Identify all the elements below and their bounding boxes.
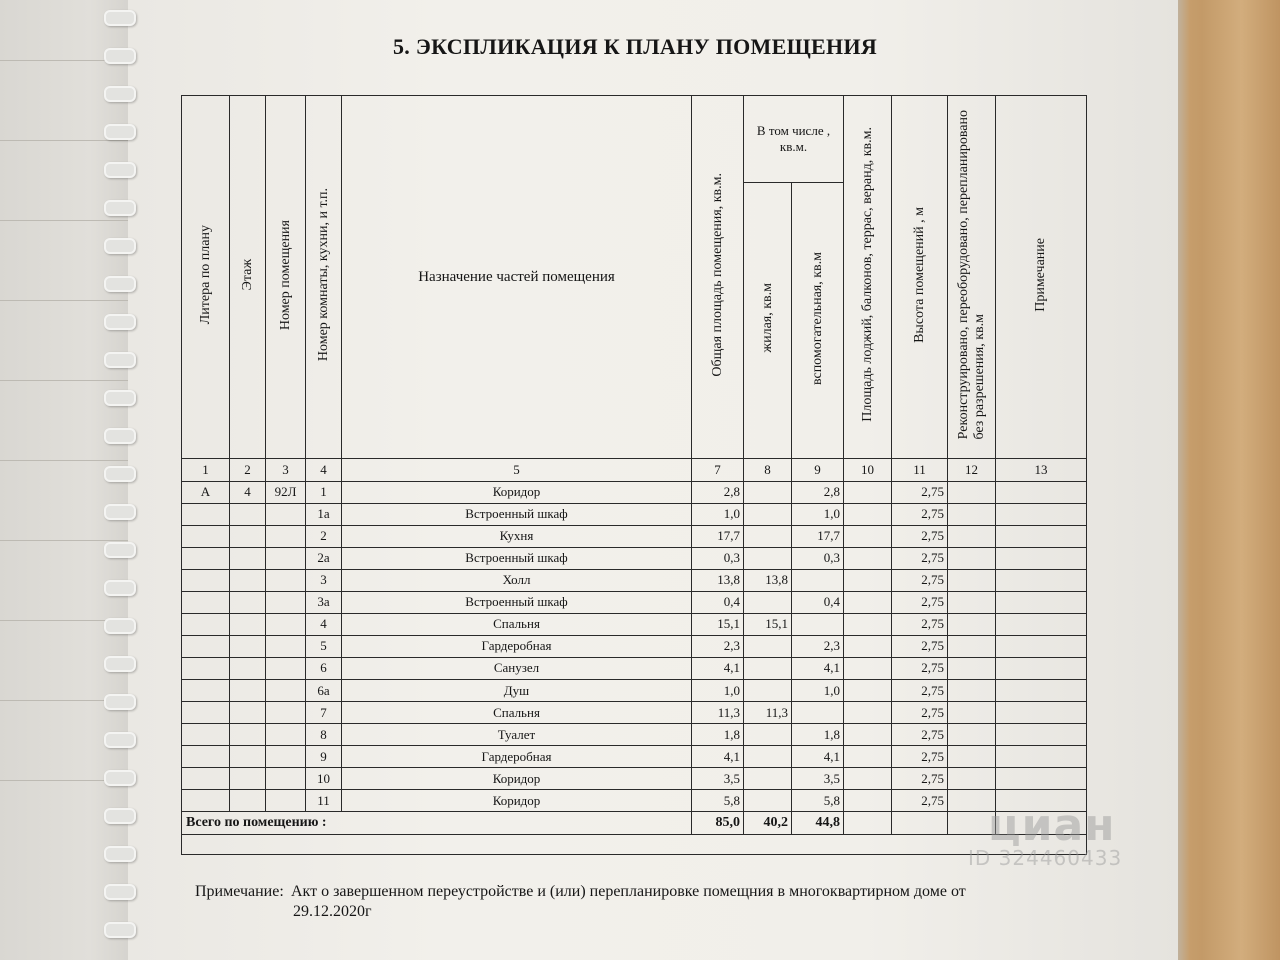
- aux-area: 2,3: [792, 635, 844, 657]
- room-purpose: Спальня: [342, 613, 692, 635]
- header-cell-including: В том числе , кв.м.: [744, 96, 844, 183]
- aux-area: 3,5: [792, 768, 844, 790]
- column-number: 4: [306, 459, 342, 481]
- column-number: 2: [230, 459, 266, 481]
- room-number: 2: [306, 525, 342, 547]
- room-purpose: Встроенный шкаф: [342, 503, 692, 525]
- table-row: [182, 481, 1087, 503]
- aux-area: [792, 613, 844, 635]
- table-row: [182, 547, 1087, 569]
- reconstructed-area: [948, 481, 996, 503]
- total-area: 3,5: [692, 768, 744, 790]
- column-number: 13: [996, 459, 1087, 481]
- living-area: [744, 547, 792, 569]
- totals-label: Всего по помещению :: [182, 812, 692, 834]
- aux-area: 0,3: [792, 547, 844, 569]
- room-purpose: Коридор: [342, 790, 692, 812]
- header-cell: Назначение частей помещения: [342, 96, 692, 459]
- header-cell: Высота помещений , м: [892, 96, 948, 459]
- living-area: 11,3: [744, 702, 792, 724]
- table-row: [182, 746, 1087, 768]
- document-title: 5. ЭКСПЛИКАЦИЯ К ПЛАНУ ПОМЕЩЕНИЯ: [392, 34, 878, 59]
- room-number: 2а: [306, 547, 342, 569]
- living-area: 15,1: [744, 613, 792, 635]
- room-purpose: Туалет: [342, 724, 692, 746]
- header-cell: Номер помещения: [266, 96, 306, 459]
- room-purpose: Холл: [342, 569, 692, 591]
- totals-aux-area: 44,8: [792, 812, 844, 834]
- column-number: 7: [692, 459, 744, 481]
- column-number: 8: [744, 459, 792, 481]
- living-area: [744, 657, 792, 679]
- column-number: 5: [342, 459, 692, 481]
- table-row: [182, 569, 1087, 591]
- total-area: 0,3: [692, 547, 744, 569]
- floor-cell: 4: [230, 481, 266, 503]
- total-area: 11,3: [692, 702, 744, 724]
- living-area: [744, 503, 792, 525]
- total-area: 13,8: [692, 569, 744, 591]
- column-number: 12: [948, 459, 996, 481]
- total-area: 5,8: [692, 790, 744, 812]
- room-height: 2,75: [892, 481, 948, 503]
- room-height: 2,75: [892, 790, 948, 812]
- room-number: 5: [306, 635, 342, 657]
- table-row: [182, 503, 1087, 525]
- total-area: 1,8: [692, 724, 744, 746]
- header-cell: Литера по плану: [182, 96, 230, 459]
- table-row: [182, 525, 1087, 547]
- litera-cell: А: [182, 481, 230, 503]
- totals-living-area: 40,2: [744, 812, 792, 834]
- room-number: 3: [306, 569, 342, 591]
- room-height: 2,75: [892, 503, 948, 525]
- table-row: [182, 768, 1087, 790]
- room-height: 2,75: [892, 702, 948, 724]
- room-height: 2,75: [892, 591, 948, 613]
- footnote-label: Примечание:: [195, 883, 284, 900]
- footnote-date: 29.12.2020г: [293, 903, 372, 920]
- aux-area: [792, 702, 844, 724]
- remark: [996, 481, 1087, 503]
- room-number: 10: [306, 768, 342, 790]
- room-number: 8: [306, 724, 342, 746]
- total-area: 1,0: [692, 679, 744, 701]
- room-height: 2,75: [892, 768, 948, 790]
- room-height: 2,75: [892, 657, 948, 679]
- header-cell: Площадь лоджий, балконов, террас, веранд, кв.м.: [844, 96, 892, 459]
- header-cell: вспомогательная, кв.м: [792, 183, 844, 459]
- total-area: 17,7: [692, 525, 744, 547]
- living-area: [744, 481, 792, 503]
- header-cell: Общая площадь помещения, кв.м.: [692, 96, 744, 459]
- room-number: 6а: [306, 679, 342, 701]
- header-cell: Этаж: [230, 96, 266, 459]
- cian-watermark: [950, 800, 1150, 870]
- room-height: 2,75: [892, 613, 948, 635]
- living-area: [744, 525, 792, 547]
- total-area: 2,8: [692, 481, 744, 503]
- room-height: 2,75: [892, 679, 948, 701]
- total-area: 15,1: [692, 613, 744, 635]
- living-area: [744, 768, 792, 790]
- table-row: [182, 613, 1087, 635]
- living-area: [744, 591, 792, 613]
- footnote-text: Акт о завершенном переустройстве и (или) перепланировке помещния в многоквартирном доме от: [291, 883, 966, 900]
- apartment-cell: 92Л: [266, 481, 306, 503]
- room-purpose: Кухня: [342, 525, 692, 547]
- header-cell: Примечание: [996, 96, 1087, 459]
- room-height: 2,75: [892, 746, 948, 768]
- living-area: [744, 679, 792, 701]
- room-height: 2,75: [892, 569, 948, 591]
- table-row: [182, 591, 1087, 613]
- table-row: [182, 702, 1087, 724]
- total-area: 0,4: [692, 591, 744, 613]
- living-area: [744, 746, 792, 768]
- total-area: 4,1: [692, 746, 744, 768]
- aux-area: 2,8: [792, 481, 844, 503]
- totals-total-area: 85,0: [692, 812, 744, 834]
- total-area: 1,0: [692, 503, 744, 525]
- aux-area: 1,0: [792, 679, 844, 701]
- watermark-logo: циан: [988, 800, 1116, 851]
- watermark-id: ID 324460433: [968, 846, 1123, 870]
- column-number: 9: [792, 459, 844, 481]
- aux-area: [792, 569, 844, 591]
- living-area: 13,8: [744, 569, 792, 591]
- room-number: 9: [306, 746, 342, 768]
- column-number: 1: [182, 459, 230, 481]
- explication-table: [181, 95, 1087, 855]
- column-number: 3: [266, 459, 306, 481]
- room-purpose: Гардеробная: [342, 746, 692, 768]
- room-number: 3а: [306, 591, 342, 613]
- table-row: [182, 635, 1087, 657]
- aux-area: 4,1: [792, 746, 844, 768]
- aux-area: 5,8: [792, 790, 844, 812]
- room-purpose: Санузел: [342, 657, 692, 679]
- room-height: 2,75: [892, 525, 948, 547]
- column-number: 11: [892, 459, 948, 481]
- room-number: 1: [306, 481, 342, 503]
- room-number: 6: [306, 657, 342, 679]
- table-row: [182, 657, 1087, 679]
- room-purpose: Душ: [342, 679, 692, 701]
- living-area: [744, 790, 792, 812]
- room-purpose: Гардеробная: [342, 635, 692, 657]
- column-number-row: [182, 459, 1087, 481]
- header-cell: Номер комнаты, кухни, и т.п.: [306, 96, 342, 459]
- room-number: 11: [306, 790, 342, 812]
- room-number: 1а: [306, 503, 342, 525]
- header-row-1: [182, 96, 1087, 183]
- room-purpose: Коридор: [342, 481, 692, 503]
- room-height: 2,75: [892, 724, 948, 746]
- column-number: 10: [844, 459, 892, 481]
- header-cell: Реконструировано, переоборудовано, перепланированобез разрешения, кв.м: [948, 96, 996, 459]
- aux-area: 1,0: [792, 503, 844, 525]
- spiral-binding: [104, 0, 140, 960]
- header-cell: жилая, кв.м: [744, 183, 792, 459]
- room-purpose: Встроенный шкаф: [342, 547, 692, 569]
- room-purpose: Коридор: [342, 768, 692, 790]
- aux-area: 17,7: [792, 525, 844, 547]
- total-area: 4,1: [692, 657, 744, 679]
- aux-area: 4,1: [792, 657, 844, 679]
- room-number: 4: [306, 613, 342, 635]
- room-number: 7: [306, 702, 342, 724]
- living-area: [744, 635, 792, 657]
- room-height: 2,75: [892, 635, 948, 657]
- room-purpose: Спальня: [342, 702, 692, 724]
- room-purpose: Встроенный шкаф: [342, 591, 692, 613]
- room-height: 2,75: [892, 547, 948, 569]
- table-row: [182, 679, 1087, 701]
- balcony-area: [844, 481, 892, 503]
- footnote: [195, 882, 1075, 920]
- living-area: [744, 724, 792, 746]
- total-area: 2,3: [692, 635, 744, 657]
- table-row: [182, 724, 1087, 746]
- aux-area: 0,4: [792, 591, 844, 613]
- aux-area: 1,8: [792, 724, 844, 746]
